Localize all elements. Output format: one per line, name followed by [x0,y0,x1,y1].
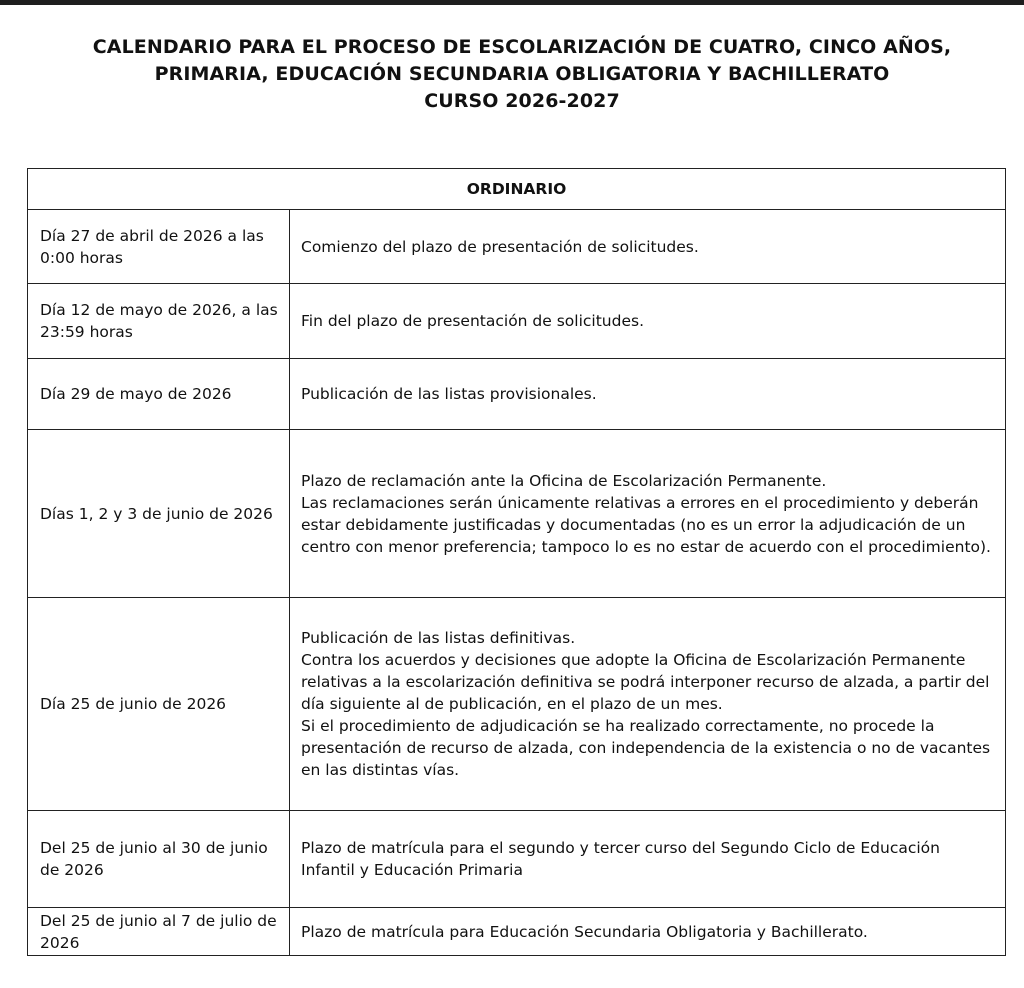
table-header-ordinario: ORDINARIO [28,169,1006,210]
date-cell: Día 25 de junio de 2026 [28,598,290,811]
table-row [28,908,1006,956]
table-row [28,430,1006,598]
table-header-row [28,169,1006,210]
title-line-2: PRIMARIA, EDUCACIÓN SECUNDARIA OBLIGATORIA Y BACHILLERATO [154,63,890,85]
document-title [0,34,1024,115]
description-line: Fin del plazo de presentación de solicitudes. [301,312,645,330]
table-row [28,210,1006,284]
description-line: Si el procedimiento de adjudicación se ha realizado correctamente, no procede la presentación de recurso de alzada, con independencia de la existencia o no de vacantes en las distintas vías. [301,717,991,779]
description-line: Las reclamaciones serán únicamente relativas a errores en el procedimiento y deberán estar debidamente justificadas y documentadas (no es un error la adjudicación de un centro con menor preferencia; tampoco lo es no estar de acuerdo con el procedimiento). [301,493,991,556]
description-line: Contra los acuerdos y decisiones que adopte la Oficina de Escolarización Permanente relativas a la escolarización definitiva se podrá interponer recurso de alzada, a partir del día siguiente al de publicación, en el plazo de un mes. [301,651,990,713]
description-line: Plazo de reclamación ante la Oficina de Escolarización Permanente. [301,471,827,490]
description-line: Plazo de matrícula para el segundo y tercer curso del Segundo Ciclo de Educación Infantil y Educación Primaria [301,839,940,879]
description-line: Plazo de matrícula para Educación Secundaria Obligatoria y Bachillerato. [301,922,868,941]
date-cell: Día 27 de abril de 2026 a las 0:00 horas [28,210,290,284]
description-cell [290,598,1006,811]
table-row [28,811,1006,908]
date-cell: Del 25 de junio al 30 de junio de 2026 [28,811,290,908]
description-cell [290,359,1006,430]
description-cell [290,811,1006,908]
description-line: Publicación de las listas definitivas. [301,629,576,647]
description-cell [290,908,1006,956]
title-line-1: CALENDARIO PARA EL PROCESO DE ESCOLARIZACIÓN DE CUATRO, CINCO AÑOS, [92,36,952,58]
title-line-3: CURSO 2026-2027 [424,90,620,112]
calendar-table [27,168,1006,956]
date-cell: Día 29 de mayo de 2026 [28,359,290,430]
description-cell [290,430,1006,598]
date-cell: Días 1, 2 y 3 de junio de 2026 [28,430,290,598]
description-line: Comienzo del plazo de presentación de solicitudes. [301,237,699,256]
table-row [28,598,1006,811]
date-cell: Día 12 de mayo de 2026, a las 23:59 horas [28,284,290,359]
description-cell [290,210,1006,284]
top-edge-strip [0,0,1024,5]
table-row [28,359,1006,430]
description-line: Publicación de las listas provisionales. [301,385,597,403]
table-row [28,284,1006,359]
date-cell: Del 25 de junio al 7 de julio de 2026 [28,908,290,956]
description-cell [290,284,1006,359]
